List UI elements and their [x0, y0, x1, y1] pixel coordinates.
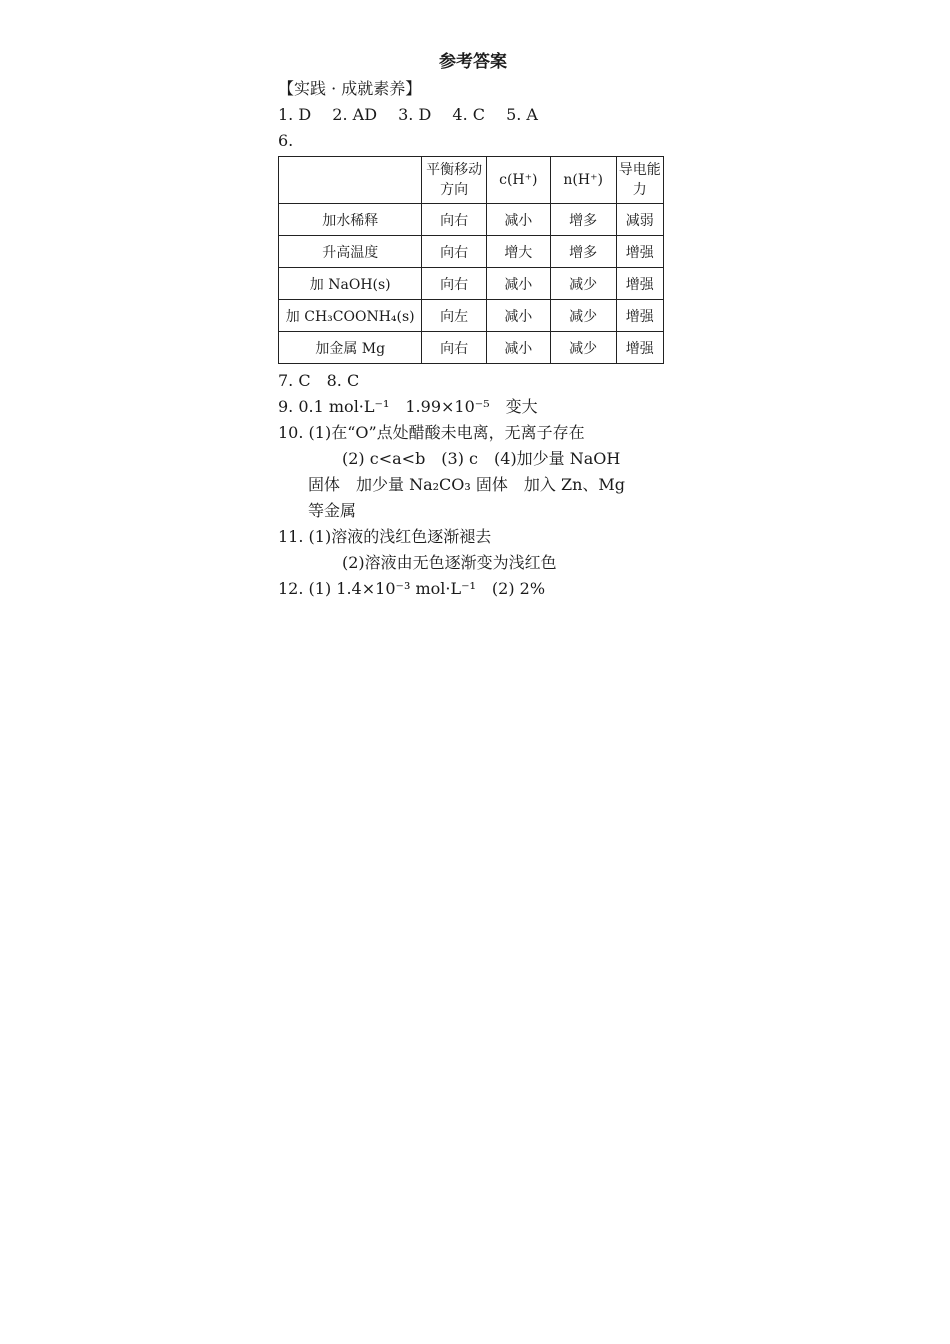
answer-1: 1. D	[278, 105, 312, 124]
table-cell: 加金属 Mg	[279, 332, 422, 364]
table-cell: 减小	[486, 268, 550, 300]
answer-10-line-1: 10. (1)在“O”点处醋酸未电离，无离子存在	[278, 423, 585, 442]
table-cell: 增大	[486, 236, 550, 268]
table-cell: 升高温度	[279, 236, 422, 268]
answer-10-line-2: (2) c<a<b (3) c (4)加少量 NaOH	[342, 449, 621, 468]
equilibrium-table	[278, 156, 664, 364]
table-row	[279, 236, 664, 268]
section-heading: 【实践 · 成就素养】	[278, 79, 422, 98]
answer-10-line-4: 等金属	[308, 501, 357, 520]
table-cell: 向左	[422, 300, 486, 332]
table-cell: 减小	[486, 332, 550, 364]
page-title: 参考答案	[439, 52, 507, 72]
table-cell: 加 CH₃COONH₄(s)	[279, 300, 422, 332]
table-header-row	[279, 157, 664, 204]
answer-10-line-3: 固体 加少量 Na₂CO₃ 固体 加入 Zn、Mg	[308, 475, 626, 494]
answer-5: 5. A	[506, 105, 538, 124]
answer-4: 4. C	[452, 105, 485, 124]
table-cell: 减少	[550, 268, 616, 300]
table-row	[279, 204, 664, 236]
table-cell: 向右	[422, 236, 486, 268]
table-cell: 减少	[550, 300, 616, 332]
answer-2: 2. AD	[332, 105, 378, 124]
table-cell: 减小	[486, 300, 550, 332]
answer-page	[278, 48, 668, 602]
table-cell: 减弱	[616, 204, 663, 236]
table-cell: 增强	[616, 236, 663, 268]
answers-1-5	[278, 102, 668, 128]
table-cell: 向右	[422, 204, 486, 236]
table-header: c(H⁺)	[486, 157, 550, 204]
table-row	[279, 300, 664, 332]
table-cell: 增多	[550, 204, 616, 236]
table-cell: 增强	[616, 332, 663, 364]
table-cell: 向右	[422, 268, 486, 300]
table-header: 平衡移动方向	[422, 157, 486, 204]
table-row	[279, 268, 664, 300]
answer-3: 3. D	[398, 105, 432, 124]
table-cell: 减少	[550, 332, 616, 364]
table-cell: 增强	[616, 268, 663, 300]
table-header: 导电能力	[616, 157, 663, 204]
table-cell: 向右	[422, 332, 486, 364]
table-header: n(H⁺)	[550, 157, 616, 204]
answers-7-8: 7. C 8. C	[278, 371, 360, 390]
answer-11-line-2: (2)溶液由无色逐渐变为浅红色	[342, 553, 557, 572]
question-6-label: 6.	[278, 131, 294, 150]
table-cell: 增强	[616, 300, 663, 332]
answer-12: 12. (1) 1.4×10⁻³ mol·L⁻¹ (2) 2%	[278, 579, 546, 598]
table-cell: 减小	[486, 204, 550, 236]
table-row	[279, 332, 664, 364]
table-cell: 增多	[550, 236, 616, 268]
answer-11-line-1: 11. (1)溶液的浅红色逐渐褪去	[278, 527, 492, 546]
table-cell: 加 NaOH(s)	[279, 268, 422, 300]
answer-9: 9. 0.1 mol·L⁻¹ 1.99×10⁻⁵ 变大	[278, 397, 538, 416]
table-cell: 加水稀释	[279, 204, 422, 236]
table-header	[279, 157, 422, 204]
